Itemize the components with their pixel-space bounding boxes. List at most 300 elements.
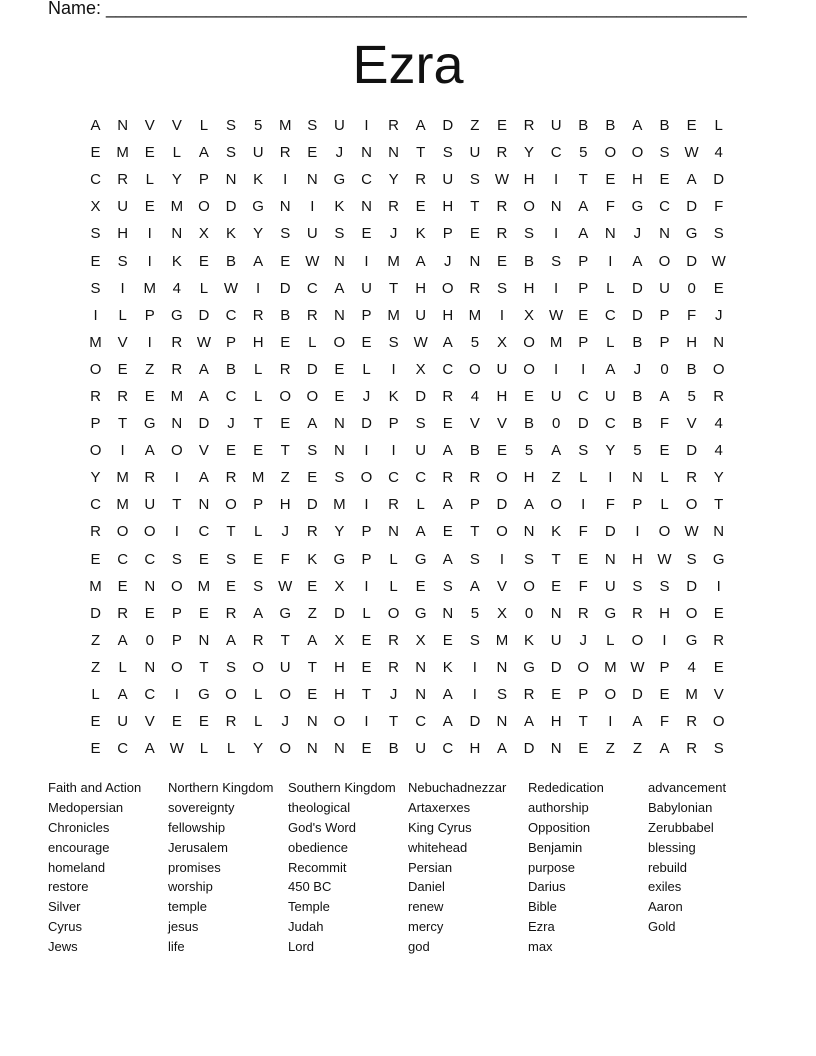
grid-letter: T xyxy=(578,713,588,731)
word-item: God's Word xyxy=(288,819,356,835)
grid-letter: U xyxy=(550,117,562,135)
grid-letter: L xyxy=(172,144,181,162)
grid-letter: H xyxy=(333,686,345,704)
grid-letter: L xyxy=(362,360,371,378)
grid-letter: I xyxy=(283,171,288,189)
grid-letter: P xyxy=(469,496,480,514)
grid-letter: P xyxy=(90,415,101,433)
grid-letter: R xyxy=(686,469,698,487)
word-item: jesus xyxy=(168,919,199,935)
grid-letter: I xyxy=(608,252,613,270)
grid-letter: I xyxy=(364,442,369,460)
grid-letter: 4 xyxy=(172,279,181,297)
grid-letter: F xyxy=(578,523,588,541)
grid-letter: B xyxy=(632,333,643,351)
grid-letter: S xyxy=(713,225,724,243)
grid-letter: N xyxy=(442,604,454,622)
grid-letter: D xyxy=(632,306,643,324)
grid-letter: O xyxy=(279,387,292,405)
word-item: obedience xyxy=(288,839,348,855)
grid-letter: Z xyxy=(145,360,155,378)
grid-letter: C xyxy=(415,469,427,487)
grid-letter: S xyxy=(226,658,237,676)
word-item: Opposition xyxy=(528,819,591,835)
grid-letter: N xyxy=(306,713,318,731)
grid-letter: R xyxy=(469,279,481,297)
grid-letter: M xyxy=(116,144,129,162)
grid-letter: Z xyxy=(632,740,642,758)
word-bank xyxy=(48,778,768,957)
grid-letter: W xyxy=(630,658,645,676)
grid-letter: M xyxy=(116,469,129,487)
grid-letter: M xyxy=(89,577,102,595)
grid-letter: U xyxy=(442,171,454,189)
grid-letter: Y xyxy=(605,442,616,460)
grid-letter: P xyxy=(388,415,399,433)
puzzle-title: Ezra xyxy=(352,35,464,95)
word-item: promises xyxy=(168,859,221,875)
grid-letter: K xyxy=(388,387,399,405)
grid-letter: T xyxy=(226,523,236,541)
grid-letter: L xyxy=(226,740,236,758)
grid-letter: A xyxy=(551,442,562,460)
grid-letter: O xyxy=(523,360,535,378)
grid-letter: N xyxy=(388,144,399,162)
grid-letter: 4 xyxy=(714,442,723,460)
grid-letter: P xyxy=(361,306,372,324)
grid-letter: E xyxy=(496,252,507,270)
grid-letter: M xyxy=(604,658,617,676)
name-field xyxy=(48,0,747,19)
grid-letter: D xyxy=(306,360,318,378)
grid-letter: T xyxy=(199,658,209,676)
grid-letter: T xyxy=(172,496,182,514)
word-item: Medopersian xyxy=(48,799,124,815)
grid-letter: L xyxy=(389,550,398,568)
grid-letter: A xyxy=(578,225,589,243)
grid-letter: H xyxy=(523,469,535,487)
grid-letter: N xyxy=(496,713,508,731)
grid-letter: S xyxy=(442,144,453,162)
grid-letter: O xyxy=(306,387,319,405)
grid-letter: F xyxy=(659,713,670,731)
grid-letter: W xyxy=(278,577,293,595)
word-item: restore xyxy=(48,879,89,895)
grid-row xyxy=(82,112,732,139)
grid-letter: N xyxy=(415,686,427,704)
grid-letter: K xyxy=(334,198,345,216)
grid-letter: R xyxy=(442,387,454,405)
grid-letter: O xyxy=(441,279,454,297)
grid-letter: I xyxy=(581,360,586,378)
grid-letter: S xyxy=(524,225,535,243)
grid-letter: F xyxy=(280,550,290,568)
word-column xyxy=(528,778,648,957)
grid-letter: N xyxy=(496,658,508,676)
grid-letter: I xyxy=(364,496,369,514)
grid-letter: E xyxy=(578,550,589,568)
grid-letter: J xyxy=(444,252,452,270)
grid-letter: A xyxy=(90,117,101,135)
grid-letter: M xyxy=(278,117,292,135)
grid-letter: O xyxy=(333,333,346,351)
grid-letter: Y xyxy=(713,469,724,487)
grid-letter: C xyxy=(604,415,616,433)
grid-letter: M xyxy=(116,496,129,514)
grid-letter: X xyxy=(415,360,426,378)
grid-letter: G xyxy=(170,306,183,324)
grid-letter: X xyxy=(90,198,101,216)
grid-letter: I xyxy=(716,577,721,595)
grid-letter: E xyxy=(713,658,724,676)
grid-letter: C xyxy=(388,469,399,487)
grid-letter: O xyxy=(279,686,292,704)
grid-letter: D xyxy=(90,604,101,622)
grid-letter: B xyxy=(524,415,535,433)
grid-letter: H xyxy=(469,740,481,758)
grid-letter: R xyxy=(415,171,427,189)
grid-letter: R xyxy=(713,387,725,405)
grid-letter: U xyxy=(604,387,616,405)
grid-letter: D xyxy=(469,713,481,731)
word-column xyxy=(408,778,528,957)
grid-letter: D xyxy=(686,252,698,270)
grid-letter: O xyxy=(712,713,725,731)
grid-letter: D xyxy=(713,171,725,189)
grid-letter: G xyxy=(523,658,535,676)
word-item: Bible xyxy=(528,899,557,915)
grid-letter: O xyxy=(279,740,292,758)
grid-row xyxy=(82,356,732,383)
grid-row xyxy=(82,329,732,356)
word-item: Nebuchadnezzar xyxy=(408,780,507,795)
grid-letter: E xyxy=(659,686,670,704)
grid-letter: L xyxy=(308,333,317,351)
grid-letter: C xyxy=(659,198,670,216)
grid-letter: 5 xyxy=(253,117,263,135)
word-item: purpose xyxy=(528,859,575,875)
grid-letter: 0 xyxy=(687,279,696,297)
grid-letter: Y xyxy=(253,740,264,758)
grid-letter: E xyxy=(307,686,318,704)
grid-letter: D xyxy=(306,496,318,514)
grid-letter: A xyxy=(442,550,453,568)
grid-letter: H xyxy=(523,279,535,297)
grid-letter: O xyxy=(387,604,400,622)
word-item: Rededication xyxy=(528,780,604,795)
grid-letter: K xyxy=(171,252,182,270)
grid-letter: T xyxy=(470,523,480,541)
grid-letter: Y xyxy=(253,225,264,243)
word-item: Cyrus xyxy=(48,919,82,935)
grid-letter: D xyxy=(632,279,643,297)
grid-letter: I xyxy=(93,306,98,324)
grid-letter: B xyxy=(524,252,535,270)
grid-letter: P xyxy=(578,252,589,270)
grid-letter: Z xyxy=(90,658,101,676)
grid-letter: D xyxy=(361,415,372,433)
word-item: Faith and Action xyxy=(48,780,142,795)
grid-letter: S xyxy=(334,225,345,243)
grid-letter: F xyxy=(687,306,697,324)
grid-letter: O xyxy=(198,198,210,216)
grid-letter: B xyxy=(388,740,399,758)
grid-letter: M xyxy=(197,577,211,595)
grid-letter: P xyxy=(659,333,670,351)
grid-letter: E xyxy=(90,550,101,568)
grid-letter: I xyxy=(499,550,505,568)
grid-letter: K xyxy=(253,171,264,189)
grid-letter: B xyxy=(632,387,643,405)
grid-letter: A xyxy=(659,740,670,758)
grid-letter: N xyxy=(333,306,345,324)
grid-letter: S xyxy=(551,252,562,270)
grid-letter: A xyxy=(632,713,643,731)
grid-letter: X xyxy=(198,225,209,243)
word-item: mercy xyxy=(408,919,444,935)
grid-letter: O xyxy=(604,686,617,704)
grid-letter: E xyxy=(496,117,507,135)
grid-letter: O xyxy=(523,198,535,216)
grid-letter: N xyxy=(713,523,725,541)
grid-letter: H xyxy=(442,198,454,216)
grid-letter: E xyxy=(307,469,318,487)
grid-letter: E xyxy=(144,144,155,162)
grid-letter: J xyxy=(633,360,642,378)
grid-letter: L xyxy=(416,496,425,514)
grid-letter: H xyxy=(632,171,643,189)
grid-letter: E xyxy=(90,252,101,270)
grid-letter: R xyxy=(171,333,183,351)
grid-letter: C xyxy=(117,550,129,568)
grid-letter: A xyxy=(144,442,155,460)
grid-letter: I xyxy=(174,523,179,541)
grid-letter: I xyxy=(364,713,369,731)
grid-letter: 4 xyxy=(470,387,480,405)
grid-letter: N xyxy=(279,198,291,216)
grid-letter: E xyxy=(551,686,562,704)
grid-letter: N xyxy=(550,198,562,216)
grid-letter: H xyxy=(117,225,129,243)
grid-letter: A xyxy=(226,631,237,649)
grid-letter: 4 xyxy=(714,415,723,433)
grid-letter: S xyxy=(469,550,480,568)
grid-letter: O xyxy=(89,360,102,378)
grid-row xyxy=(82,410,732,437)
grid-letter: S xyxy=(713,740,724,758)
grid-letter: U xyxy=(415,442,427,460)
grid-letter: O xyxy=(685,604,698,622)
grid-letter: T xyxy=(551,550,561,568)
grid-letter: B xyxy=(226,252,237,270)
word-item: Jews xyxy=(48,939,78,955)
grid-letter: O xyxy=(143,523,156,541)
grid-letter: B xyxy=(226,360,237,378)
grid-letter: B xyxy=(605,117,616,135)
grid-letter: W xyxy=(684,523,699,541)
grid-letter: U xyxy=(415,306,427,324)
grid-letter: E xyxy=(578,740,589,758)
grid-letter: N xyxy=(333,442,345,460)
grid-letter: R xyxy=(388,198,399,216)
grid-letter: S xyxy=(307,442,318,460)
word-item: 450 BC xyxy=(288,879,332,895)
grid-letter: A xyxy=(198,387,209,405)
grid-letter: S xyxy=(578,442,589,460)
grid-letter: L xyxy=(199,117,209,135)
grid-letter: E xyxy=(144,604,155,622)
grid-letter: S xyxy=(226,550,237,568)
grid-letter: I xyxy=(256,279,261,297)
grid-letter: U xyxy=(306,225,318,243)
grid-letter: M xyxy=(143,279,156,297)
grid-letter: M xyxy=(468,306,482,324)
grid-letter: P xyxy=(198,171,209,189)
grid-letter: J xyxy=(579,631,587,649)
grid-letter: J xyxy=(714,306,723,324)
grid-letter: D xyxy=(442,117,454,135)
word-item: life xyxy=(168,939,185,955)
grid-letter: O xyxy=(577,658,590,676)
grid-letter: L xyxy=(660,496,669,514)
grid-letter: S xyxy=(90,225,101,243)
grid-letter: A xyxy=(632,252,643,270)
grid-letter: M xyxy=(387,306,400,324)
grid-letter: T xyxy=(578,171,588,189)
grid-letter: P xyxy=(659,658,670,676)
grid-letter: R xyxy=(496,225,508,243)
grid-letter: A xyxy=(334,279,345,297)
grid-letter: 0 xyxy=(551,415,561,433)
grid-letter: S xyxy=(226,117,237,135)
grid-letter: C xyxy=(361,171,372,189)
grid-letter: U xyxy=(659,279,670,297)
grid-letter: U xyxy=(550,387,562,405)
grid-letter: R xyxy=(388,117,399,135)
grid-letter: C xyxy=(415,713,427,731)
word-item: temple xyxy=(168,899,208,915)
grid-letter: D xyxy=(225,198,237,216)
grid-letter: N xyxy=(415,658,427,676)
grid-letter: Y xyxy=(524,144,535,162)
grid-letter: E xyxy=(90,740,101,758)
word-item: Northern Kingdom xyxy=(168,780,274,795)
grid-letter: N xyxy=(198,496,210,514)
word-item: Southern Kingdom xyxy=(288,780,396,795)
grid-letter: O xyxy=(712,360,725,378)
grid-letter: 5 xyxy=(579,144,588,162)
grid-letter: F xyxy=(605,198,615,216)
grid-letter: I xyxy=(120,279,125,297)
grid-letter: C xyxy=(144,550,156,568)
grid-letter: U xyxy=(415,740,427,758)
grid-letter: K xyxy=(226,225,237,243)
grid-letter: I xyxy=(147,333,152,351)
grid-letter: S xyxy=(280,225,291,243)
grid-letter: T xyxy=(470,198,480,216)
grid-letter: N xyxy=(388,523,399,541)
grid-letter: E xyxy=(144,198,155,216)
grid-letter: R xyxy=(279,144,291,162)
grid-letter: H xyxy=(632,550,643,568)
grid-letter: A xyxy=(659,387,670,405)
grid-letter: L xyxy=(362,604,371,622)
grid-letter: P xyxy=(442,225,453,243)
grid-row xyxy=(82,627,732,654)
grid-row xyxy=(82,464,732,491)
grid-letter: S xyxy=(524,550,535,568)
grid-letter: A xyxy=(117,631,128,649)
grid-row xyxy=(82,654,732,681)
grid-letter: B xyxy=(659,117,670,135)
grid-letter: Z xyxy=(90,631,101,649)
grid-letter: S xyxy=(226,144,237,162)
grid-letter: E xyxy=(117,577,128,595)
grid-letter: G xyxy=(604,604,617,622)
grid-letter: E xyxy=(659,171,670,189)
grid-letter: P xyxy=(578,686,589,704)
word-item: Judah xyxy=(288,919,324,935)
grid-letter: R xyxy=(90,387,101,405)
grid-row xyxy=(82,573,732,600)
grid-letter: R xyxy=(577,604,589,622)
grid-letter: Y xyxy=(90,469,101,487)
grid-letter: M xyxy=(170,387,184,405)
grid-letter: U xyxy=(333,117,345,135)
grid-letter: E xyxy=(469,225,480,243)
grid-letter: A xyxy=(415,117,426,135)
grid-letter: Z xyxy=(307,604,317,622)
grid-letter: M xyxy=(549,333,563,351)
grid-letter: N xyxy=(198,631,210,649)
grid-letter: L xyxy=(660,469,669,487)
grid-letter: X xyxy=(415,631,426,649)
grid-letter: W xyxy=(305,252,320,270)
grid-letter: U xyxy=(117,198,129,216)
word-item: Lord xyxy=(288,939,315,955)
word-item: Aaron xyxy=(648,899,683,915)
word-item: Artaxerxes xyxy=(408,799,471,815)
grid-row xyxy=(82,600,732,627)
grid-letter: G xyxy=(198,686,210,704)
grid-letter: F xyxy=(659,415,670,433)
word-item: sovereignty xyxy=(168,799,235,815)
grid-letter: G xyxy=(631,198,644,216)
grid-letter: E xyxy=(713,604,724,622)
grid-letter: I xyxy=(120,442,125,460)
grid-letter: S xyxy=(686,550,697,568)
grid-letter: T xyxy=(118,415,128,433)
grid-letter: U xyxy=(117,713,129,731)
grid-letter: C xyxy=(198,523,210,541)
grid-letter: G xyxy=(333,550,346,568)
grid-letter: O xyxy=(116,523,129,541)
grid-letter: I xyxy=(310,198,315,216)
grid-letter: R xyxy=(496,144,508,162)
grid-letter: R xyxy=(632,604,643,622)
grid-letter: L xyxy=(714,117,723,135)
grid-letter: 0 xyxy=(524,604,534,622)
grid-letter: A xyxy=(442,333,453,351)
grid-letter: E xyxy=(90,713,101,731)
grid-letter: X xyxy=(496,333,507,351)
grid-letter: L xyxy=(606,279,615,297)
grid-letter: M xyxy=(685,686,698,704)
grid-letter: E xyxy=(198,252,209,270)
grid-letter: O xyxy=(685,496,698,514)
grid-letter: I xyxy=(147,225,152,243)
grid-letter: K xyxy=(442,658,453,676)
